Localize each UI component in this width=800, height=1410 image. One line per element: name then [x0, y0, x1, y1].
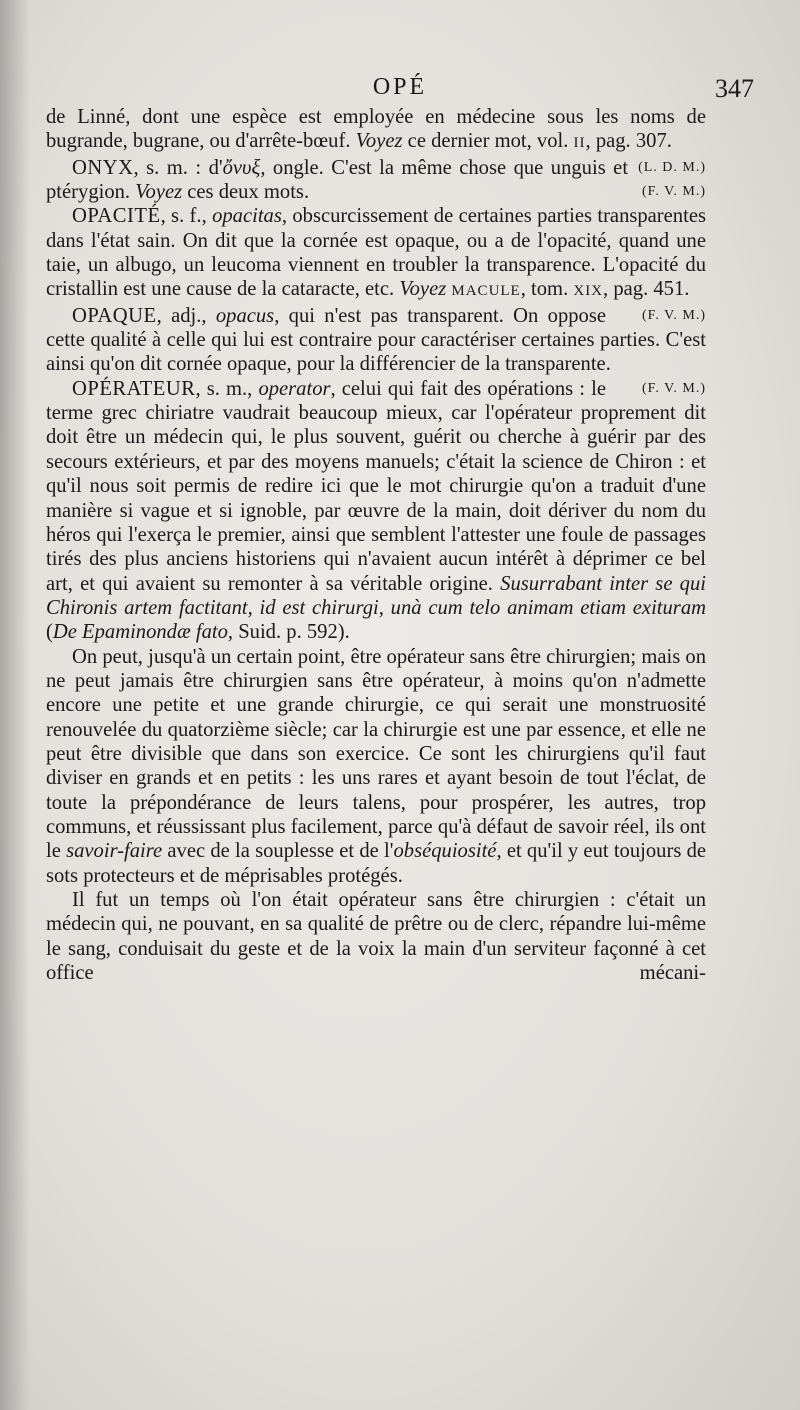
text-run: Il fut un temps où l'on était opérateur sans être chirurgien : c'était un médecin qui, ne pouvant, en sa qualité de prêtre ou de clerc, répandre lui-même le sang, conduisait du geste et de la voix la main d'un serviteur façonné à cet office mécani-	[46, 889, 706, 985]
text-run: (	[46, 621, 53, 644]
text-run: , ongle. C'est la même chose que unguis et ptérygion.	[46, 156, 629, 204]
page-number: 347	[715, 74, 754, 103]
author-signature: (L. D. M.)	[638, 159, 706, 175]
greek-word: ὄνυξ	[222, 156, 261, 179]
body-text	[46, 105, 706, 985]
entry-headword: ONYX	[72, 156, 134, 179]
entry-operateur	[46, 377, 706, 645]
text-run: , s. f.,	[160, 205, 213, 228]
author-signature: (F. V. M.)	[642, 184, 706, 200]
text-run: , s. m. : d'	[133, 156, 223, 179]
text-run: , Suid. p. 592).	[227, 621, 350, 644]
italic-run: obséquiosité	[393, 840, 497, 863]
text-run: , et qu'il y eut toujours de sots protecteurs et de méprisables protégés.	[46, 840, 707, 887]
entry-onyx	[46, 156, 706, 205]
volume-numeral: II	[573, 135, 586, 152]
text-run: ces deux mots.	[182, 181, 310, 204]
italic-run: Voyez	[399, 278, 447, 301]
italic-run: Voyez	[355, 130, 403, 153]
italic-run: De Epaminondæ fato	[52, 621, 228, 644]
text-run: , adj.,	[156, 304, 216, 327]
text-run: , celui qui fait des opérations : le terme grec chiriatre vaudrait beaucoup mieux, car l'opérateur proprement dit doit être un médecin qui, le plus souvent, guérit ou cherche à guérir par des secours extérieurs, et par des moyens manuels; c'était la science de Chiron : et qu'il nous soit permis de redire ici que le mot chirurgie qu'on a traduit d'une manière si vague et si ignoble, par œuvre de la main, doit dériver du nom du héros qui l'exerça le premier, ainsi que semblent l'attester une foule de passages tirés des plus anciens historiens qui n'avaient aucun intérêt à déprimer ce bel art, et qui avaient su remonter à sa véritable origine.	[46, 377, 706, 595]
text-run: , pag. 307.	[585, 130, 672, 153]
italic-run: operator	[258, 377, 331, 400]
entry-headword: OPACITÉ	[72, 205, 161, 228]
text-run: , qui n'est pas transparent. On oppose cette qualité à celle qui lui est contraire pour caractériser certaines parties. C'est ainsi qu'on dit cornée opaque, pour la différencier de la transparente.	[46, 304, 706, 376]
author-signature: (F. V. M.)	[642, 380, 706, 396]
text-run: , pag. 451.	[603, 278, 690, 301]
italic-run: opacitas	[212, 205, 282, 228]
author-signature: (F. V. M.)	[642, 307, 706, 323]
text-run: , tom.	[520, 278, 574, 301]
text-run: de Linné, dont une espèce est employée en médecine sous les noms de bugrande, bugrane, ou d'arrête-bœuf.	[46, 106, 706, 153]
text-run: , s. m.,	[195, 377, 259, 400]
text-run: ce dernier mot, vol.	[402, 130, 574, 153]
italic-run: opacus	[215, 304, 275, 327]
entry-headword: OPÉRATEUR	[72, 377, 196, 400]
text-run: , obscurcissement de certaines parties transparentes dans l'état sain. On dit que la cornée est opaque, ou a de l'opacité, quand une taie, un albugo, un leucoma viennent en troubler la transparence. L'opacité du cristallin est une cause de la cataracte, etc.	[46, 205, 706, 301]
italic-run: savoir-faire	[66, 840, 163, 863]
entry-headword: OPAQUE	[72, 304, 157, 327]
text-run: avec de la souplesse et de l'	[162, 840, 394, 863]
cross-reference: MACULE	[451, 283, 521, 300]
paragraph-operateur-chirurgien	[46, 645, 706, 888]
text-run: On peut, jusqu'à un certain point, être opérateur sans être chirurgien; mais on ne peut jamais être chirurgien sans être opérateur, à moins qu'on n'admette encore une petite et une grande chirurgie, ce qui serait une monstruosité renouvelée du quatorzième siècle; car la chirurgie est une par essence, et elle ne peut être divisible que dans son exercice. Ce sont les chirurgiens qu'il faut diviser en grands et en petits : les uns rares et ayant besoin de tout l'éclat, de toute la prépondérance de leurs talens, pour prospérer, les autres, trop communs, et réussissant plus facilement, parce qu'à défaut de savoir réel, ils ont le	[46, 645, 706, 863]
latin-quotation: Susurrabant inter se qui Chironis artem factitant, id est chirurgi, unà cum telo animam etiam exituram	[46, 572, 706, 619]
running-head: OPÉ	[372, 74, 428, 100]
paragraph-medecin-clerc	[46, 888, 706, 985]
volume-numeral: XIX	[573, 283, 604, 300]
page-header	[46, 74, 754, 104]
italic-run: Voyez	[135, 181, 183, 204]
